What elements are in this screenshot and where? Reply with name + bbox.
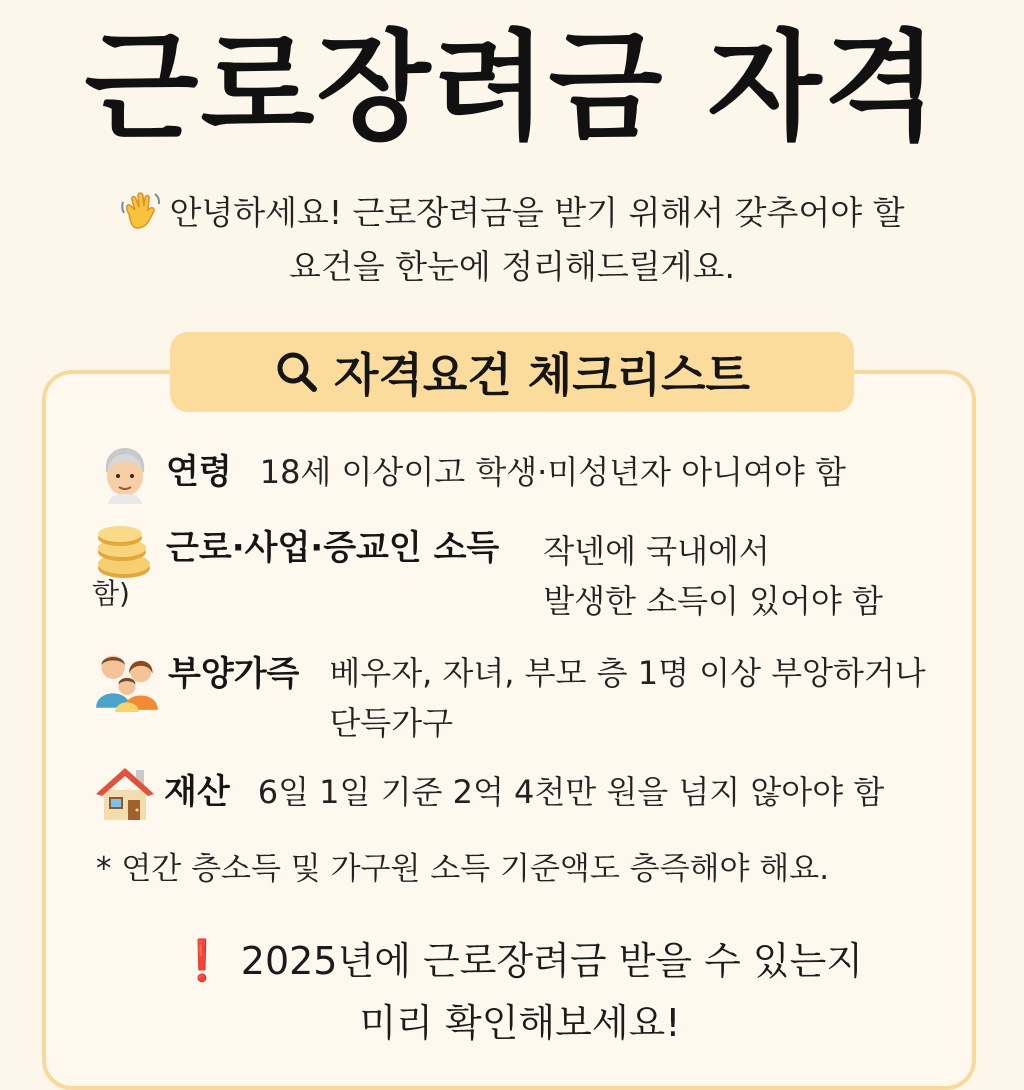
exclamation-icon: ❗ (176, 938, 227, 984)
checklist-item-property (94, 762, 884, 824)
item-desc-line-2: 발생한 소득이 있어야 함 (543, 582, 883, 620)
older-man-icon (94, 442, 156, 504)
item-label: 재산 (164, 772, 230, 812)
intro-text (60, 186, 964, 294)
cta-line-1: 2025년에 근로장려금 받을 수 있는지 (240, 939, 864, 983)
checklist-item-dependents (94, 646, 926, 748)
intro-line-2: 요건을 한눈에 정리해드릴게요. (289, 247, 735, 286)
waving-hand-icon (119, 188, 163, 232)
item-desc: 18세 이상이고 학생·미성년자 아니여야 함 (259, 453, 846, 491)
house-icon (94, 762, 156, 824)
item-desc: 6일 1일 기준 2억 4천만 원을 넘지 않아야 함 (257, 773, 885, 811)
item-desc (329, 648, 925, 748)
item-desc-line-1: 작넨에 국내에서 (543, 532, 770, 570)
item-desc-line-1: 베우자, 자녀, 부모 층 1명 이상 부앙하거나 (329, 654, 926, 692)
call-to-action (140, 930, 900, 1054)
checklist-heading-text: 자격요건 체크리스트 (334, 348, 750, 402)
footnote: * 연간 층소득 및 가구원 소득 기준액도 층즉해야 해요. (96, 851, 830, 887)
intro-line-1: 안녕하세요! 근로장려금을 받기 위해서 갖추어야 할 (169, 193, 905, 232)
family-icon (94, 646, 160, 712)
checklist-heading (170, 332, 854, 412)
item-label-continued: 함) (92, 577, 130, 610)
cta-line-2: 미리 확인해보세요! (359, 1001, 681, 1045)
checklist-item-income (94, 522, 883, 626)
item-label: 연령 (166, 452, 232, 492)
magnifier-icon (274, 349, 320, 395)
item-label: 근로·사업·증교인 소득 (166, 528, 500, 568)
item-label: 부양가즉 (168, 654, 300, 694)
item-desc-line-2: 단득가구 (329, 704, 454, 742)
page-title: 근로장려금 자격 (84, 18, 940, 156)
checklist-item-age (94, 442, 846, 504)
item-desc (543, 526, 883, 626)
